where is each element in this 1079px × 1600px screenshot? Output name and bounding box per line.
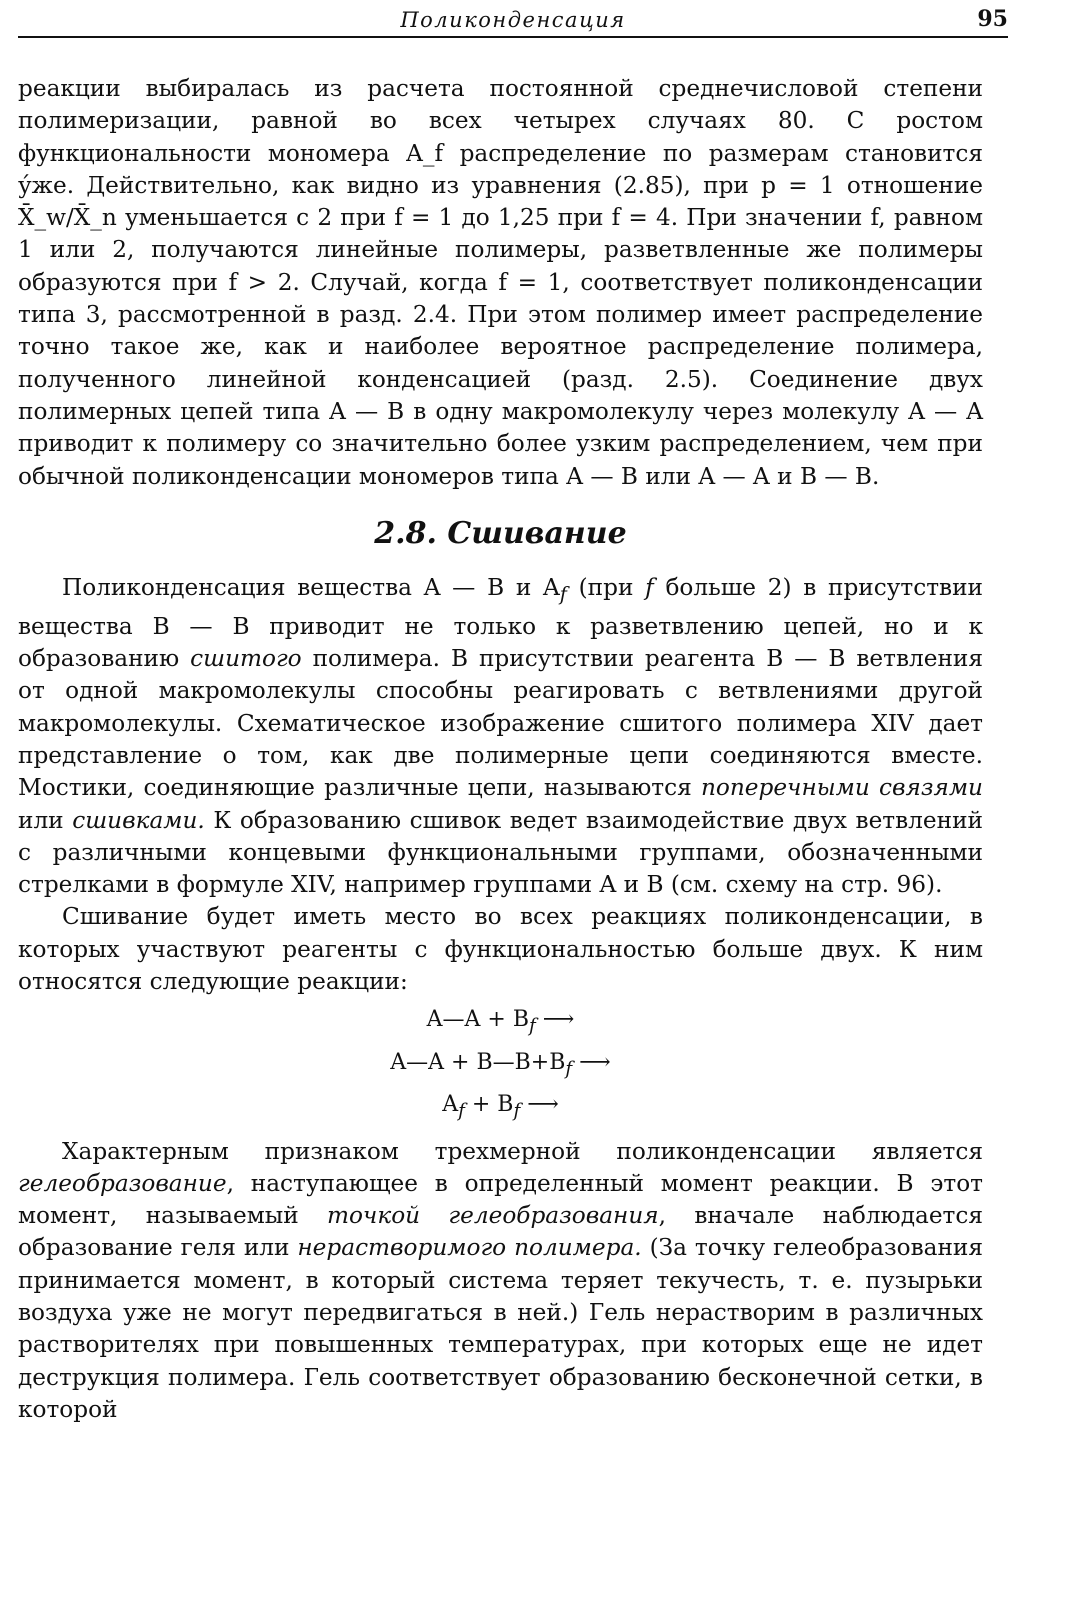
text-run: Сшивание будет иметь место во всех реакциях поликонденсации, в которых участвуют реагенты с функциональностью больше двух. К ним относятся следующие реакции: [18,903,983,996]
text-run: больше 2) в присутствии вещества B — B приводит не только к разветвлению цепей, но и к образованию [18,573,983,673]
variable: f [645,573,654,601]
text-run: Характерным признаком трехмерной поликонденсации является [62,1137,983,1165]
emphasis: поперечными связями [700,774,983,802]
reaction-equation [18,1002,983,1044]
text-run: , вначале наблюдается образование геля или [18,1202,983,1262]
running-title: Поликонденсация [400,8,626,32]
reaction-list [18,1002,983,1129]
arrow-icon: ⟶ [520,1092,559,1118]
text-run: (За точку гелеобразования принимается момент, в который система теряет текучесть, т. е. пузырьки воздуха уже не могут передвигаться в ней.) Гель нерастворим в различных растворителях при повышенных температурах, при которых еще не идет деструкция полимера. Гель соответствует образованию бесконечной сетки, в которой [18,1234,984,1423]
subscript: f [513,1100,521,1122]
text-run: или [18,806,73,834]
page-header [18,6,1008,38]
reaction-text: A [442,1092,459,1118]
reaction-text: + B [464,1092,514,1118]
arrow-icon: ⟶ [572,1049,611,1075]
subscript: f [529,1015,536,1037]
body-text [18,73,983,1426]
emphasis: нерастворимого полимера. [297,1234,642,1262]
text-run: (при [566,573,646,601]
paragraph-gelation [18,1136,983,1427]
text-run: , наступающее в определенный момент реакции. В этот момент, называемый [18,1169,983,1230]
subscript: f [458,1100,465,1122]
subscript: f [565,1058,573,1080]
section-heading: 2.8. Сшивание [374,515,627,551]
paragraph-continuation [18,73,983,493]
emphasis: сшивками. [72,806,205,834]
reaction-equation [18,1087,983,1129]
paragraph-crosslinking-intro [18,572,983,902]
emphasis: сшитого [190,645,302,673]
reaction-equation [18,1045,983,1087]
reaction-text: A—A + B—B+B [390,1049,566,1075]
text-run: полимера. В присутствии реагента B — B ветвления от одной макромолекулы способны реагировать с ветвлениями другой макромолекулы. Схематическое изображение сшитого полимера XIV дает представление о том, как две полимерные цепи соединяются вместе. Мостики, соединяющие различные цепи, называются [18,645,983,802]
paragraph-text: реакции выбиралась из расчета постоянной среднечисловой степени полимеризации, равной во всех четырех случаях 80. С ростом функциональности мономера A_f распределение по размерам становится у́же. Действительно, как видно из уравнения (2.85), при p = 1 отношение X̄_w/X̄_n уменьшается с 2 при f = 1 до 1,25 при f = 4. При значении f, равном 1 или 2, получаются линейные полимеры, разветвленные же полимеры образуются при f > 2. Случай, когда f = 1, соответствует поликонденсации типа 3, рассмотренной в разд. 2.4. При этом полимер имеет распределение точно такое же, как и наиболее вероятное распределение полимера, полученного линейной конденсацией (разд. 2.5). Соединение двух полимерных цепей типа A — B в одну макромолекулу через молекулу A — A приводит к полимеру со значительно более узким распределением, чем при обычной поликонденсации мономеров типа A — B или A — A и B — B. [18,75,983,490]
arrow-icon: ⟶ [535,1007,575,1033]
paragraph-reactions-intro [18,901,983,998]
emphasis: гелеобразование [18,1169,227,1197]
reaction-text: A—A + B [426,1007,530,1033]
text-run: Поликонденсация вещества A — B и A [62,573,560,601]
emphasis: точкой гелеобразования [326,1202,659,1230]
subscript: f [559,582,567,606]
text-run: К образованию сшивок ведет взаимодействие двух ветвлений с различными концевыми функциональными группами, обозначенными стрелками в формуле XIV, например группами A и B (см. схему на стр. 96). [18,806,983,899]
page-number: 95 [977,6,1008,32]
